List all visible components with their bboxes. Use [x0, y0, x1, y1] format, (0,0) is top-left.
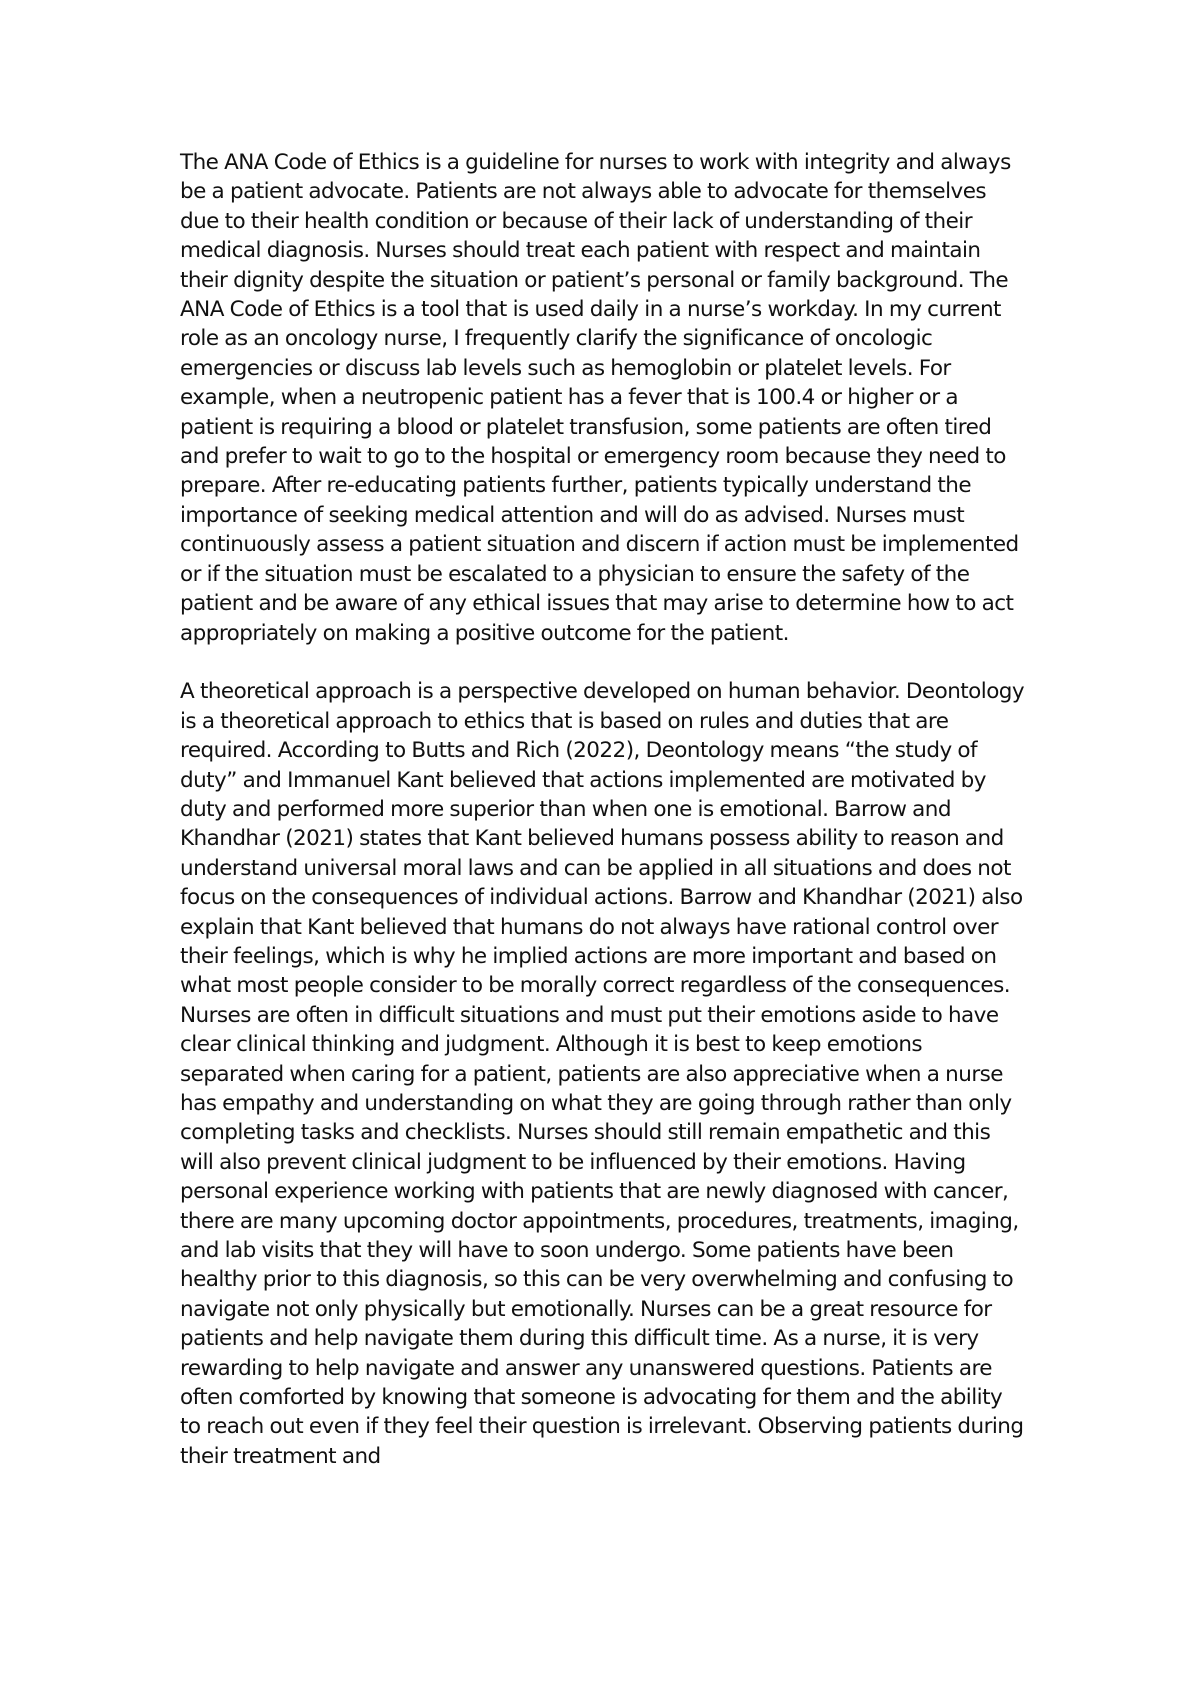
paragraph-deontology: A theoretical approach is a perspective developed on human behavior. Deontology is a theoretical approach to ethics that is based on rules and duties that are required. According to Butts and Rich (2022), Deontology means “the study of duty” and Immanuel Kant believed that actions implemented are motivated by duty and performed more superior than when one is emotional. Barrow and Khandhar (2021) states that Kant believed humans possess ability to reason and understand universal moral laws and can be applied in all situations and does not focus on the consequences of individual actions. Barrow and Khandhar (2021) also explain that Kant believed that humans do not always have rational control over their feelings, which is why he implied actions are more important and based on what most people consider to be morally correct regardless of the consequences. Nurses are often in difficult situations and must put their emotions aside to have clear clinical thinking and judgment. Although it is best to keep emotions separated when caring for a patient, patients are also appreciative when a nurse has empathy and understanding on what they are going through rather than only completing tasks and checklists. Nurses should still remain empathetic and this will also prevent clinical judgment to be influenced by their emotions. Having personal experience working with patients that are newly diagnosed with cancer, there are many upcoming doctor appointments, procedures, treatments, imaging, and lab visits that they will have to soon undergo. Some patients have been healthy prior to this diagnosis, so this can be very overwhelming and confusing to navigate not only physically but emotionally. Nurses can be a great resource for patients and help navigate them during this difficult time. As a nurse, it is very rewarding to help navigate and answer any unanswered questions. Patients are often comforted by knowing that someone is advocating for them and the ability to reach out even if they feel their question is irrelevant. Observing patients during their treatment and	[180, 679, 1025, 1469]
paragraph-ana-code-of-ethics: The ANA Code of Ethics is a guideline for nurses to work with integrity and always be a patient advocate. Patients are not always able to advocate for themselves due to their health condition or because of their lack of understanding of their medical diagnosis. Nurses should treat each patient with respect and maintain their dignity despite the situation or patient’s personal or family background. The ANA Code of Ethics is a tool that is used daily in a nurse’s workday. In my current role as an oncology nurse, I frequently clarify the significance of oncologic emergencies or discuss lab levels such as hemoglobin or platelet levels. For example, when a neutropenic patient has a fever that is 100.4 or higher or a patient is requiring a blood or platelet transfusion, some patients are often tired and prefer to wait to go to the hospital or emergency room because they need to prepare. After re-educating patients further, patients typically understand the importance of seeking medical attention and will do as advised. Nurses must continuously assess a patient situation and discern if action must be implemented or if the situation must be escalated to a physician to ensure the safety of the patient and be aware of any ethical issues that may arise to determine how to act appropriately on making a positive outcome for the patient.	[180, 150, 1019, 646]
document-body	[180, 148, 1028, 1471]
